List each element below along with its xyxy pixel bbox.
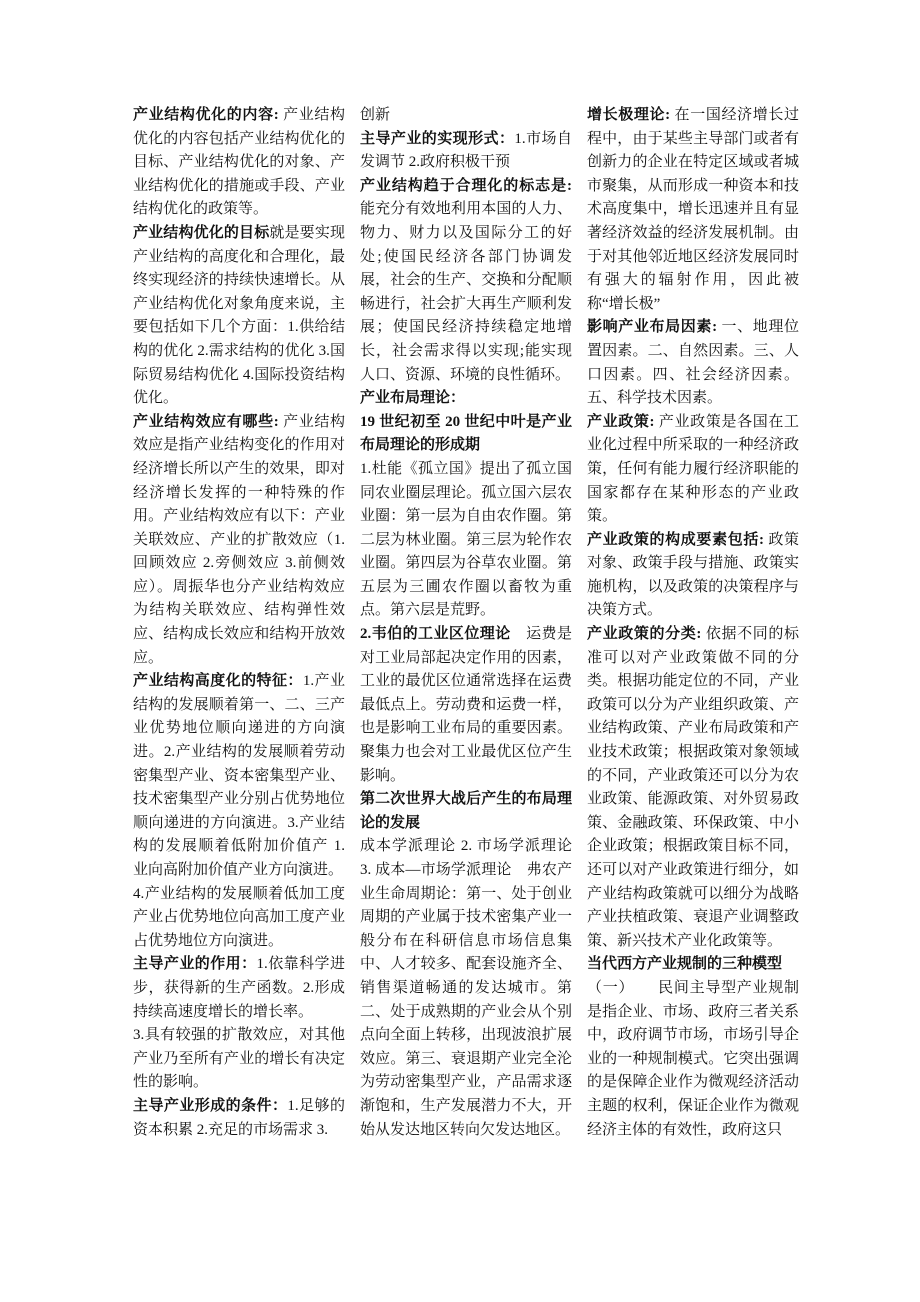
paragraph xyxy=(587,104,799,316)
heading-run: 产业政策的分类: xyxy=(587,626,702,643)
heading-run: 2.韦伯的工业区位理论 xyxy=(360,626,511,643)
paragraph xyxy=(360,623,572,788)
text-run: 1.足够的资本积累 2.充足的市场需求 3. xyxy=(133,1097,345,1138)
text-run: 依据不同的标准可以对产业政策做不同的分类。根据功能定位的不同，产业政策可以分为产业组织政策、产业结构政策、产业布局政策和产业技术政策；根据政策对象领域的不同，产业政策还可以分为农业政策、能源政策、对外贸易政策、金融政策、环保政策、中小企业政策；根据政策目标不同，还可以对产业政策进行细分，如产业结构政策就可以细分为战略产业扶植政策、衰退产业调整政策、新兴技术产业化政策等。 xyxy=(587,626,799,949)
paragraph xyxy=(360,411,572,458)
paragraph xyxy=(587,623,799,953)
heading-run: 主导产业的实现形式： xyxy=(360,130,515,147)
paragraph xyxy=(133,222,345,411)
paragraph xyxy=(360,387,572,411)
text-run: 创新 xyxy=(360,107,391,123)
heading-run: 第二次世界大战后产生的布局理论的发展 xyxy=(360,791,572,831)
paragraph xyxy=(133,883,345,954)
text-run: 一、地理位置因素。二、自然因素。三、人口因素。四、社会经济因素。五、科学技术因素。 xyxy=(587,319,799,407)
heading-run: 产业政策的构成要素包括: xyxy=(587,531,764,548)
heading-run: 主导产业的作用： xyxy=(133,956,257,973)
heading-run: 产业结构趋于合理化的标志是: xyxy=(360,177,572,194)
paragraph xyxy=(360,128,572,175)
text-columns xyxy=(133,104,799,1142)
text-run: 1.依靠科学进步，获得新的生产函数。2.形成持续高速度增长的增长率。 xyxy=(133,956,345,1020)
text-run: 能充分有效地利用本国的人力、物力、财力以及国际分工的好处;使国民经济各部门协调发展，社会的生产、交换和分配顺畅进行，社会扩大再生产顺利发展；使国民经济持续稳定地增长，社会需求得以实现;能实现人口、资源、环境的良性循环。 xyxy=(360,201,572,383)
text-column-3 xyxy=(587,104,799,1142)
paragraph xyxy=(133,104,345,222)
heading-run: 产业结构优化的内容: xyxy=(133,107,279,123)
paragraph xyxy=(587,316,799,410)
paragraph xyxy=(360,788,572,835)
text-run: 成本学派理论 2. 市场学派理论 3. 成本—市场学派理论 弗农产业生命周期论：第一、处于创业周期的产业属于技术密集产业一般分布在科研信息市场信息集中、人才较多、配套设施齐全、销售渠道畅通的发达城市。第二、处于成熟期的产业会从个别点向全面上转移，出现波浪扩展效应。第三、衰退期产业完全沦为劳动密集型产业，产品需求逐渐饱和，生产发展潜力不大，开始从发达地区转向欠发达地区。 xyxy=(360,838,572,1138)
paragraph xyxy=(360,175,572,387)
text-run: 运费是对工业局部起决定作用的因素，工业的最优区位通常选择在运费最低点上。劳动费和运费一样，也是影响工业布局的重要因素。聚集力也会对工业最优区位产生影响。 xyxy=(360,626,572,784)
text-run: 产业结构优化的内容包括产业结构优化的目标、产业结构优化的对象、产业结构优化的措施或手段、产业结构优化的政策等。 xyxy=(133,107,345,218)
paragraph xyxy=(133,953,345,1024)
heading-run: 主导产业形成的条件： xyxy=(133,1097,288,1114)
text-column-1 xyxy=(133,104,345,1142)
heading-run: 产业结构效应有哪些: xyxy=(133,413,279,430)
paragraph xyxy=(360,835,572,1142)
paragraph xyxy=(587,977,799,1142)
heading-run: 影响产业布局因素: xyxy=(587,319,718,336)
heading-run: 产业结构优化的目标 xyxy=(133,224,270,241)
paragraph xyxy=(133,411,345,671)
paragraph xyxy=(587,411,799,529)
text-run: 1.杜能《孤立国》提出了孤立国同农业圈层理论。孤立国六层农业圈：第一层为自由农作圈。第二层为林业圈。第三层为轮作农业圈。第四层为谷草农业圈。第五层为三圃农作圈以畜牧为重点。第六层是荒野。 xyxy=(360,460,572,619)
text-run: （一） 民间主导型产业规制是指企业、市场、政府三者关系中，政府调节市场，市场引导企业的一种规制模式。它突出强调的是保障企业作为微观经济活动主题的权利，保证企业作为微观经济主体的有效性，政府这只 xyxy=(587,979,799,1138)
text-run: 就是要实现产业结构的高度化和合理化，最终实现经济的持续快速增长。从产业结构优化对象角度来说，主要包括如下几个方面：1.供给结构的优化 2.需求结构的优化 3.国际贸易结构优化 4.国际投资结构优化。 xyxy=(133,224,345,407)
text-run: 产业结构效应是指产业结构变化的作用对经济增长所以产生的效果，即对经济增长发挥的一种特殊的作用。产业结构效应有以下：产业关联效应、产业的扩散效应（1.回顾效应 2.旁侧效应 3.前侧效应）。周振华也分产业结构效应为结构关联效应、结构弹性效应、结构成长效应和结构开放效应。 xyxy=(133,413,345,666)
text-run: 1.市场自发调节 2.政府积极干预 xyxy=(360,130,572,171)
paragraph xyxy=(133,670,345,882)
paragraph xyxy=(360,104,572,128)
heading-run: 产业结构高度化的特征： xyxy=(133,673,303,690)
paragraph xyxy=(133,1024,345,1095)
text-run: 3.具有较强的扩散效应，对其他产业乃至所有产业的增长有决定性的影响。 xyxy=(133,1027,345,1091)
heading-run: 产业政策: xyxy=(587,413,655,430)
text-column-2 xyxy=(360,104,572,1142)
heading-run: 当代西方产业规制的三种模型 xyxy=(587,956,783,973)
heading-run: 19 世纪初至 20 世纪中叶是产业布局理论的形成期 xyxy=(360,413,572,454)
text-run: 1.产业结构的发展顺着第一、二、三产业优势地位顺向递进的方向演进。2.产业结构的发展顺着劳动密集型产业、资本密集型产业、技术密集型产业分别占优势地位顺向递进的方向演进。3.产业结构的发展顺着低附加价值产 1. 业向高附加价值产业方向演进。 xyxy=(133,673,345,878)
heading-run: 产业布局理论： xyxy=(360,390,466,407)
text-run: 政策对象、政策手段与措施、政策实施机构，以及政策的决策程序与决策方式。 xyxy=(587,531,799,619)
text-run: 产业政策是各国在工业化过程中所采取的一种经济政策，任何有能力履行经济职能的国家都存在某种形态的产业政策。 xyxy=(587,413,799,525)
paragraph xyxy=(587,529,799,623)
text-run: 在一国经济增长过程中，由于某些主导部门或者有创新力的企业在特定区域或者城市聚集，从而形成一种资本和技术高度集中，增长迅速并且有显著经济效益的经济发展机制。由于对其他邻近地区经济发展同时有强大的辐射作用，因此被称“增长极” xyxy=(587,107,799,312)
heading-run: 增长极理论: xyxy=(587,107,671,123)
paragraph xyxy=(360,458,572,623)
paragraph xyxy=(587,953,799,977)
text-run: 4.产业结构的发展顺着低加工度产业占优势地位向高加工度产业占优势地位方向演进。 xyxy=(133,885,345,949)
paragraph xyxy=(133,1095,345,1142)
